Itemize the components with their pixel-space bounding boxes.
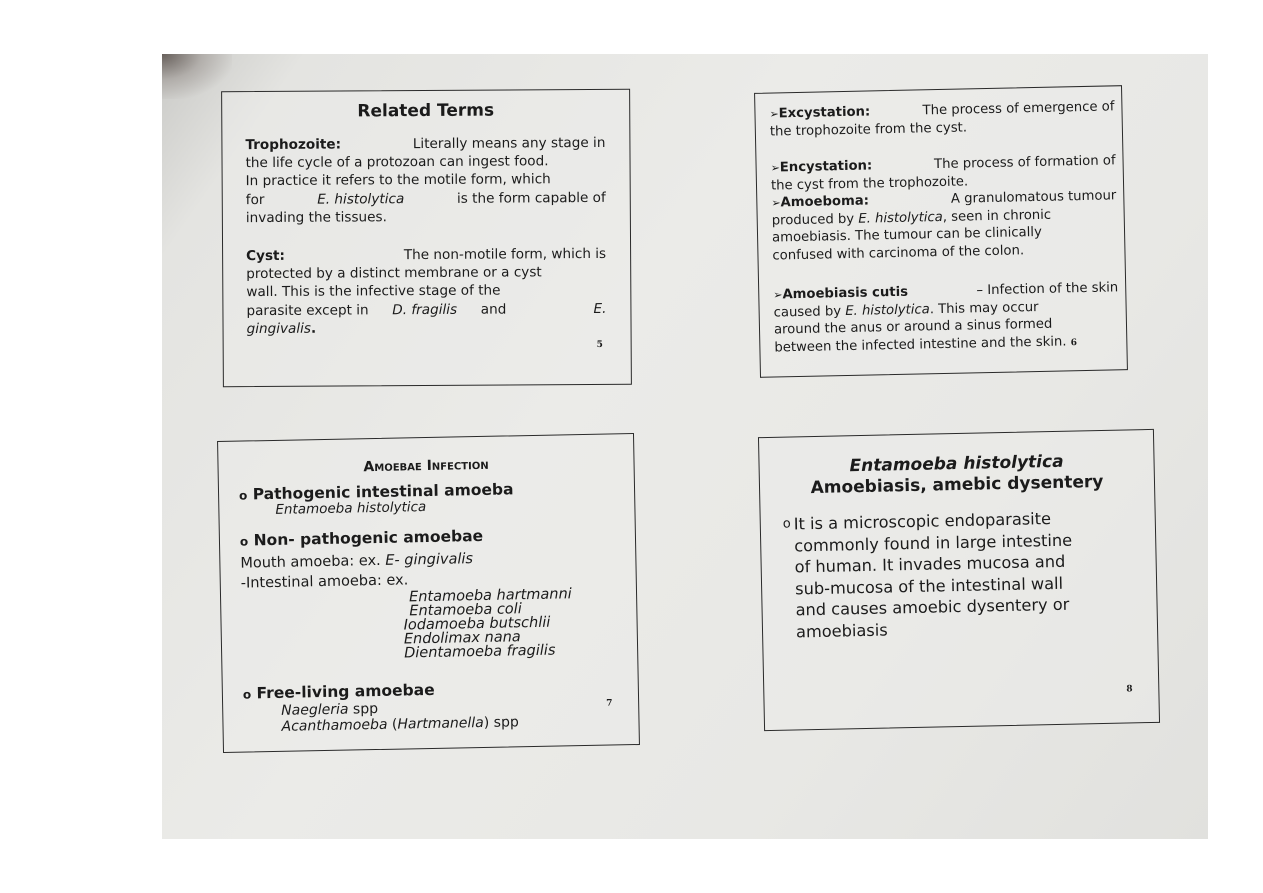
species-item: Dientamoeba fragilis (404, 642, 556, 662)
trophozoite-term: Trophozoite: (245, 136, 342, 154)
description-paragraph: o It is a microscopic endoparasite commonly found in large intestine of human. It invades mucosa and sub-mucosa of the intestinal wall and causes amoebic dysentery or amoebiasis (782, 509, 1073, 642)
cyst-paragraph: Cyst: The non-motile form, which is protected by a distinct membrane or a cyst wall. This is the infective stage of the parasite except in D. fragilis and E. gingivalis. (246, 245, 607, 337)
excystation-paragraph: ➢Excystation: The process of emergence of the trophozoite from the cyst. (769, 99, 1115, 140)
free-living-heading: o Free-living amoebae (242, 680, 435, 703)
slide-title: Amoebae Infection (363, 456, 489, 476)
page-number: 7 (606, 698, 613, 709)
trophozoite-paragraph: Trophozoite: Literally means any stage in the life cycle of a protozoan can ingest food. In practice it refers to the motile form, which for E. histolytica is the form capable of invading the tissues. (245, 134, 606, 226)
intestinal-amoeba: -Intestinal amoeba: ex. (240, 572, 409, 592)
slide-subtitle: Amoebiasis, amebic dysentery (810, 471, 1104, 499)
free-living-item: Acanthamoeba (Hartmanella) spp (281, 714, 519, 735)
slide-related-terms (221, 89, 632, 387)
slide-title: Entamoeba histolytica (849, 451, 1064, 477)
amoebiasis-cutis-paragraph: ➢Amoebiasis cutis – Infection of the skin caused by E. histolytica. This may occur around the anus or around a sinus formed between the infected intestine and the skin. 6 (773, 280, 1119, 356)
species-item: Entamoeba coli (409, 601, 522, 620)
non-pathogenic-heading: o Non- pathogenic amoebae (239, 526, 484, 550)
arrow-bullet-icon: ➢ (769, 107, 779, 121)
circle-bullet-icon: o (242, 687, 252, 702)
arrow-bullet-icon: ➢ (770, 161, 780, 175)
slide-amoebae-infection (217, 433, 640, 753)
species-item: Endolimax nana (403, 629, 521, 648)
slide-definitions (754, 85, 1128, 378)
circle-bullet-icon: o (239, 534, 249, 549)
slide-title: Related Terms (357, 100, 495, 122)
circle-bullet-icon: o (238, 488, 248, 503)
encystation-paragraph: ➢Encystation: The process of formation of the cyst from the trophozoite. ➢Amoeboma: A granulomatous tumour produced by E. histolytica, seen in chronic amoebiasis. The tumour can be clinically confused with carcinoma of the colon. (770, 153, 1117, 264)
mouth-amoeba: Mouth amoeba: ex. E- gingivalis (240, 551, 474, 572)
arrow-bullet-icon: ➢ (773, 288, 783, 302)
pathogenic-species: Entamoeba histolytica (275, 499, 427, 518)
arrow-bullet-icon: ➢ (771, 196, 781, 210)
page-number: 8 (1126, 684, 1133, 695)
cyst-term: Cyst: (246, 247, 286, 265)
free-living-item: Naegleria spp (281, 700, 379, 719)
circle-bullet-icon: o (782, 516, 791, 532)
page-number: 5 (596, 339, 603, 350)
slide-entamoeba-histolytica (758, 429, 1160, 731)
species-item: Entamoeba hartmanni (408, 586, 572, 606)
pathogenic-heading: o Pathogenic intestinal amoeba (238, 480, 514, 504)
species-item: Iodamoeba butschlii (403, 614, 551, 634)
page-number: 6 (1070, 337, 1078, 348)
